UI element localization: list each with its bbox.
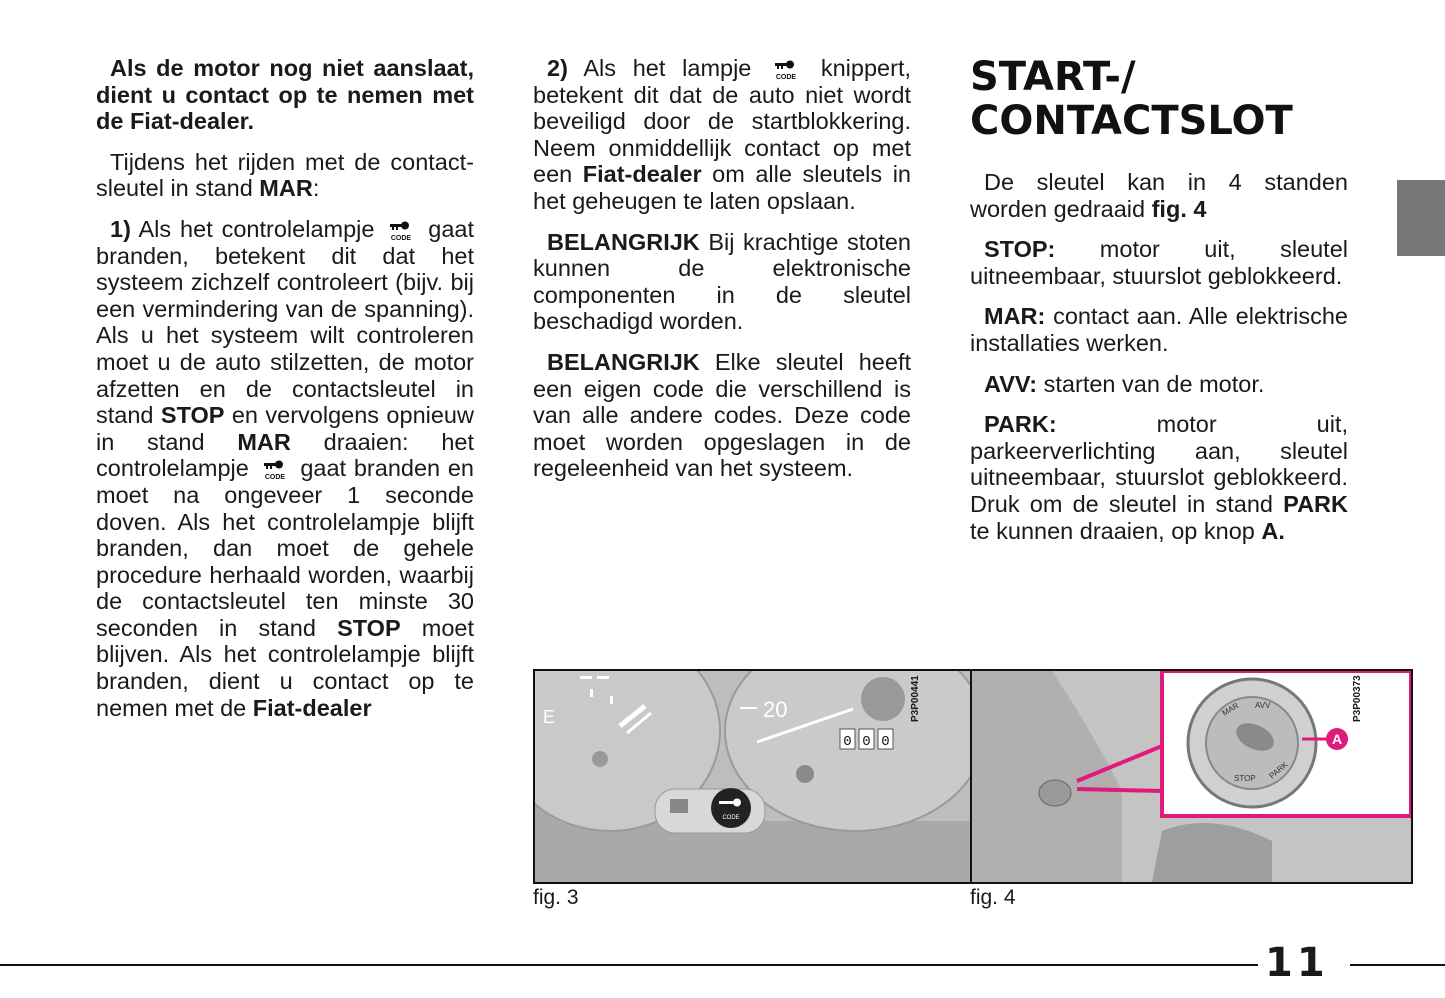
footer-rule-left bbox=[0, 964, 1258, 966]
column-3 bbox=[970, 55, 1348, 558]
code-warning-light-label: CODE bbox=[722, 815, 740, 821]
paragraph-1: 1) Als het controlelampje CODE gaat branden, betekent dit dat het systeem zichzelf controleert (bijv. bij een vermindering van de spanning). Als u het systeem wilt controleren moet u de auto stilzetten, de motor afzetten en de contactsleutel in stand STOP en vervolgens opnieuw in stand MAR draaien: het controlelampje CODE gaat branden en moet na ongeveer 1 seconde doven. Als het controlelampje blijft branden, dan moet de gehele procedure herhaald worden, waarbij de contactsleutel ten minste 30 seconden in stand STOP moet blijven. Als het controlelampje blijft branden, dient u contact op te nemen met de Fiat-dealer bbox=[96, 215, 474, 721]
position-avv: AVV: starten van de motor. bbox=[984, 370, 1265, 397]
footer-rule-right bbox=[1350, 964, 1445, 966]
figure-4-ignition bbox=[970, 669, 1413, 884]
positions-intro: De sleutel kan in 4 standen worden gedraaid fig. 4 bbox=[970, 169, 1348, 222]
position-label-avv: AVV bbox=[1255, 701, 1271, 710]
code-icon-label: CODE bbox=[776, 73, 797, 81]
important-paragraph-2: BELANGRIJK Elke sleutel heeft een eigen code die verschillend is van alle andere codes. Deze code moet worden opgeslagen in de regeleenheid van het systeem. bbox=[533, 348, 911, 482]
column-2 bbox=[533, 55, 911, 496]
code-key-icon bbox=[261, 459, 289, 481]
important-paragraph-1: BELANGRIJK Bij krachtige stoten kunnen de elektronische componenten in de sleutel beschadigd worden. bbox=[533, 228, 911, 335]
odometer-digit: 0 bbox=[843, 734, 852, 750]
odometer-digit: 0 bbox=[881, 734, 890, 750]
code-key-icon bbox=[772, 59, 800, 81]
fuel-gauge-label: E bbox=[543, 707, 556, 727]
position-label-park: PARK bbox=[1267, 760, 1290, 781]
position-label-mar: MAR bbox=[1220, 701, 1241, 718]
callout-a: A bbox=[1331, 731, 1343, 747]
figure-4-caption: fig. 4 bbox=[970, 886, 1016, 909]
code-icon-label: CODE bbox=[264, 474, 285, 482]
section-tab bbox=[1397, 180, 1445, 256]
section-heading: START-/ CONTACTSLOT bbox=[970, 54, 1293, 144]
paragraph-mar: Tijdens het rijden met de contactsleutel in stand MAR: bbox=[96, 148, 474, 202]
column-1 bbox=[96, 55, 474, 735]
code-icon-label: CODE bbox=[391, 234, 412, 242]
code-key-icon bbox=[387, 220, 415, 242]
dashboard-illustration bbox=[535, 671, 974, 882]
position-park: PARK: motor uit, parkeerverlichting aan, sleutel uitneembaar, stuurslot geblokkeerd. Druk om de sleutel in stand PARK te kunnen draaien, op knop A. bbox=[970, 411, 1348, 544]
paragraph-2: 2) Als het lampje CODE knippert, betekent dit dat de auto niet wordt beveiligd door de startblokkering. Neem onmiddellijk contact op met een Fiat-dealer om alle sleutels in het geheugen te laten opslaan. bbox=[533, 55, 911, 214]
odometer-digit: 0 bbox=[862, 734, 871, 750]
ignition-illustration bbox=[972, 671, 1411, 882]
page-number: 11 bbox=[1265, 940, 1329, 986]
warning-paragraph: Als de motor nog niet aanslaat, dient u contact op te nemen met de Fiat-dealer. bbox=[96, 55, 474, 135]
position-label-stop: STOP bbox=[1234, 774, 1256, 783]
figure-4-code: P3P00373 bbox=[1352, 675, 1363, 722]
position-mar: MAR: contact aan. Alle elektrische installaties werken. bbox=[970, 303, 1348, 356]
figure-3-caption: fig. 3 bbox=[533, 886, 579, 909]
position-stop: STOP: motor uit, sleutel uitneembaar, stuurslot geblokkeerd. bbox=[970, 236, 1348, 289]
speed-scale-label: 20 bbox=[763, 697, 788, 722]
figure-3-code: P3P00441 bbox=[910, 675, 921, 722]
